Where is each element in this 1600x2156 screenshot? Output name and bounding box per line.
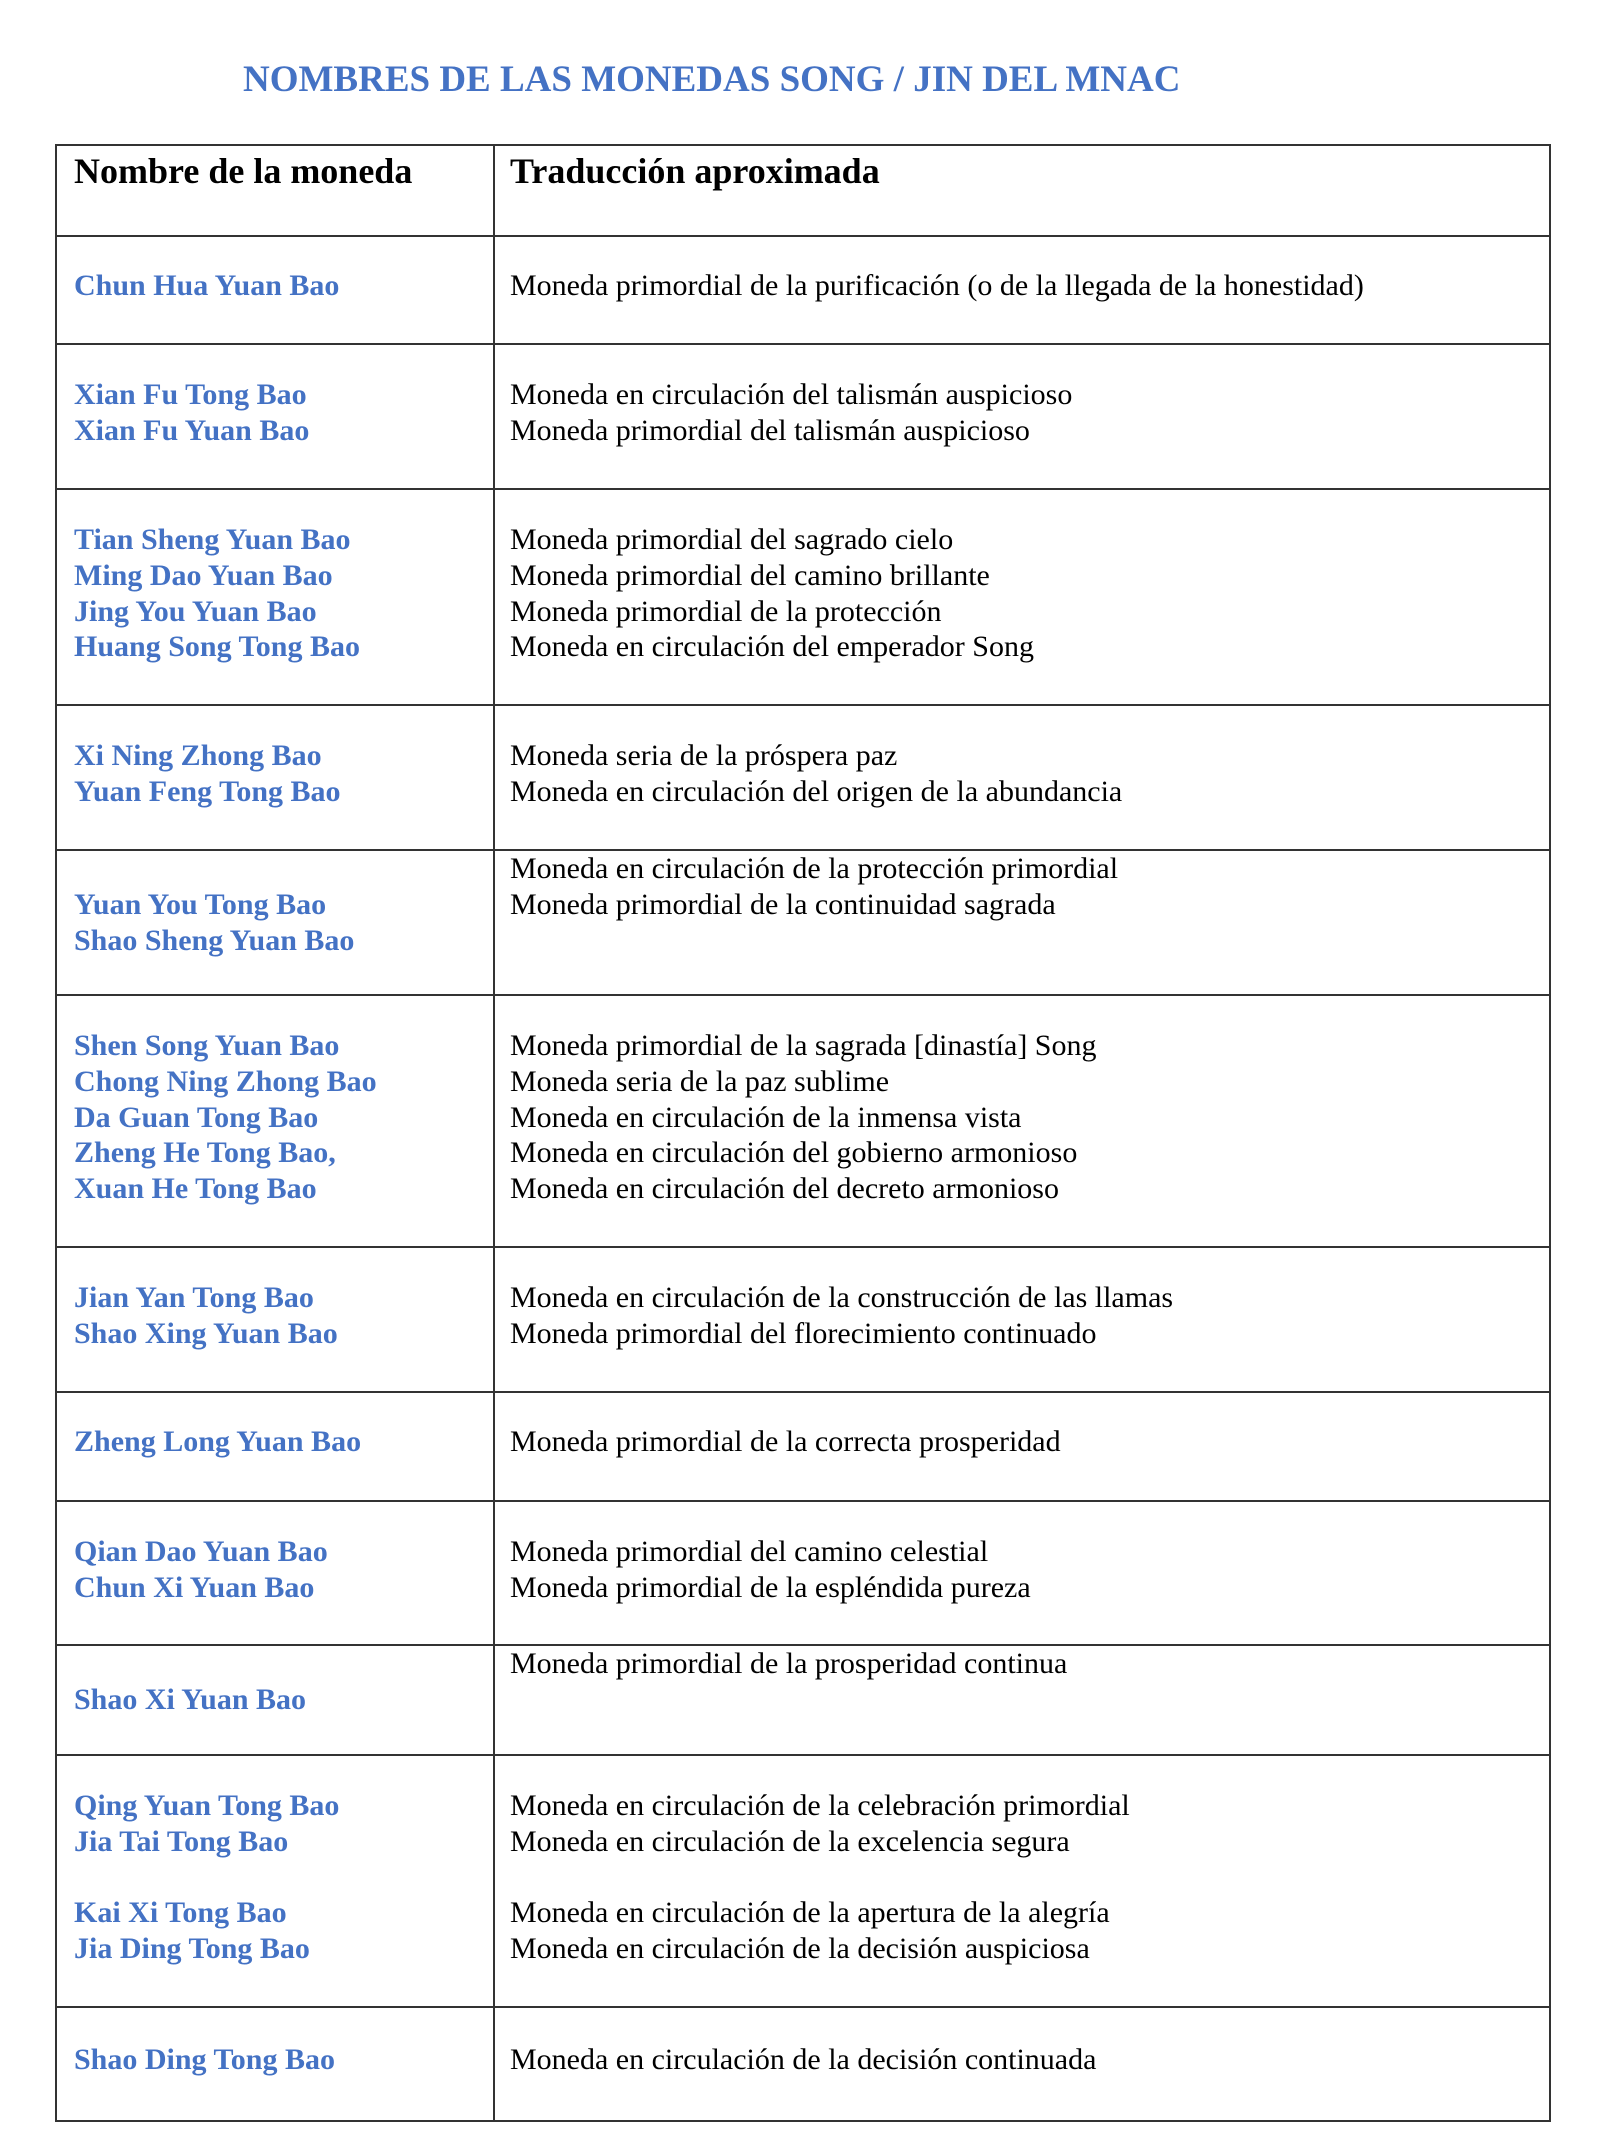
coin-name: Da Guan Tong Bao — [74, 1100, 319, 1134]
translation-text: Moneda en circulación del decreto armonioso — [510, 1172, 1059, 1206]
coin-name-list — [74, 1682, 306, 1718]
coin-name-list — [74, 522, 360, 665]
translation-list — [510, 522, 1034, 665]
column-header-name: Nombre de la moneda — [74, 151, 413, 191]
coin-name-cell — [74, 237, 484, 343]
translation-cell — [510, 706, 1539, 849]
translation-text: Moneda primordial de la purificación (o de la llegada de la honestidad) — [510, 269, 1364, 302]
coin-name: Kai Xi Tong Bao — [74, 1896, 287, 1930]
coin-name-cell — [74, 1393, 484, 1500]
coin-name: Xian Fu Tong Bao — [74, 378, 307, 411]
table-row — [57, 1500, 1549, 1644]
translation-text: Moneda en circulación de la celebración primordial — [510, 1789, 1130, 1822]
translation-text: Moneda en circulación del talismán auspicioso — [510, 378, 1073, 411]
translation-list — [510, 1280, 1173, 1352]
translation-text: Moneda primordial del sagrado cielo — [510, 523, 954, 556]
coin-name: Jia Tai Tong Bao — [74, 1824, 289, 1858]
table-row — [57, 704, 1549, 849]
table-row — [57, 2006, 1549, 2122]
coin-name: Zheng Long Yuan Bao — [74, 1425, 362, 1458]
coin-name: Huang Song Tong Bao — [74, 630, 360, 664]
translation-cell — [510, 1502, 1539, 1644]
translation-text: Moneda primordial de la sagrada [dinastía] Song — [510, 1029, 1097, 1062]
translation-text: Moneda primordial del talismán auspicioso — [510, 413, 1030, 447]
table-row — [57, 1644, 1549, 1754]
translation-list — [510, 2042, 1096, 2078]
translation-text: Moneda en circulación de la apertura de la alegría — [510, 1896, 1110, 1930]
table-row — [57, 235, 1549, 343]
translation-text: Moneda en circulación de la construcción de las llamas — [510, 1281, 1174, 1314]
translation-text: Moneda en circulación de la decisión auspiciosa — [510, 1932, 1090, 1966]
coin-name: Chun Hua Yuan Bao — [74, 269, 340, 302]
translation-cell — [510, 1756, 1539, 2006]
translation-text: Moneda primordial de la prosperidad continua — [510, 1647, 1068, 1680]
translation-text: Moneda en circulación de la excelencia segura — [510, 1824, 1070, 1858]
table-row — [57, 1246, 1549, 1391]
coin-name: Shao Sheng Yuan Bao — [74, 923, 355, 957]
coin-name-cell — [74, 1756, 484, 2006]
translation-text: Moneda seria de la paz sublime — [510, 1064, 890, 1098]
translation-text: Moneda en circulación de la decisión continuada — [510, 2043, 1097, 2076]
coin-name: Yuan You Tong Bao — [74, 888, 327, 921]
translation-list — [510, 268, 1364, 304]
translation-list — [510, 1534, 1031, 1606]
table-row — [57, 1754, 1549, 2006]
coin-name-cell — [74, 490, 484, 704]
translation-text: Moneda primordial de la correcta prosperidad — [510, 1425, 1061, 1458]
coin-name-list — [74, 377, 309, 449]
coin-name: Jing You Yuan Bao — [74, 594, 317, 628]
column-header-translation: Traducción aproximada — [510, 151, 880, 191]
translation-text: Moneda primordial del florecimiento continuado — [510, 1316, 1097, 1350]
coin-name-list — [74, 1788, 339, 1967]
translation-list — [510, 1424, 1061, 1460]
translation-cell — [510, 490, 1539, 704]
coin-name: Shao Ding Tong Bao — [74, 2043, 335, 2076]
translation-list — [510, 738, 1122, 810]
coin-name-list — [74, 1424, 361, 1460]
table-row — [57, 343, 1549, 488]
table-row — [57, 1391, 1549, 1500]
translation-list — [510, 1028, 1097, 1207]
translation-text: Moneda primordial de la continuidad sagrada — [510, 887, 1056, 921]
spacer — [510, 1860, 1130, 1896]
table-row — [57, 849, 1549, 994]
coin-name-cell — [74, 1248, 484, 1391]
translation-text: Moneda primordial del camino brillante — [510, 558, 990, 592]
coin-name-list — [74, 887, 354, 959]
coin-name: Chun Xi Yuan Bao — [74, 1570, 315, 1604]
translation-cell — [510, 345, 1539, 488]
document-title: NOMBRES DE LAS MONEDAS SONG / JIN DEL MNAC — [243, 59, 1181, 100]
translation-cell — [510, 237, 1539, 343]
translation-cell — [510, 851, 1539, 994]
coin-name: Jian Yan Tong Bao — [74, 1281, 314, 1314]
coin-name: Yuan Feng Tong Bao — [74, 774, 341, 808]
header-row — [57, 146, 1549, 235]
coin-name-list — [74, 738, 341, 810]
coin-name: Xuan He Tong Bao — [74, 1172, 317, 1206]
coin-name-cell — [74, 706, 484, 849]
coin-name: Qing Yuan Tong Bao — [74, 1789, 340, 1822]
header-cell-name — [74, 146, 484, 235]
coin-name: Chong Ning Zhong Bao — [74, 1064, 377, 1098]
coin-name-cell — [74, 2008, 484, 2122]
coin-name: Qian Dao Yuan Bao — [74, 1535, 328, 1568]
translation-text: Moneda primordial del camino celestial — [510, 1535, 989, 1568]
translation-list — [510, 1646, 1067, 1682]
translation-text: Moneda en circulación de la inmensa vista — [510, 1100, 1022, 1134]
coin-name: Shao Xing Yuan Bao — [74, 1316, 338, 1350]
coin-name: Shen Song Yuan Bao — [74, 1029, 340, 1062]
translation-text: Moneda primordial de la espléndida pureza — [510, 1570, 1031, 1604]
coin-name: Tian Sheng Yuan Bao — [74, 523, 351, 556]
coin-name-cell — [74, 1646, 484, 1754]
coin-name: Zheng He Tong Bao, — [74, 1136, 336, 1170]
coin-name: Jia Ding Tong Bao — [74, 1932, 310, 1966]
coin-name-list — [74, 1028, 377, 1207]
translation-text: Moneda en circulación del emperador Song — [510, 630, 1034, 664]
translation-text: Moneda en circulación del origen de la abundancia — [510, 774, 1123, 808]
coin-name-list — [74, 2042, 335, 2078]
coin-name-cell — [74, 345, 484, 488]
coin-name-cell — [74, 996, 484, 1246]
translation-text: Moneda seria de la próspera paz — [510, 739, 898, 772]
translation-cell — [510, 2008, 1539, 2122]
translation-text: Moneda primordial de la protección — [510, 594, 942, 628]
header-cell-translation — [510, 146, 1539, 235]
coin-name: Shao Xi Yuan Bao — [74, 1683, 307, 1716]
coin-name-list — [74, 1534, 328, 1606]
translation-cell — [510, 1646, 1539, 1754]
coin-name-list — [74, 268, 339, 304]
coin-name-cell — [74, 1502, 484, 1644]
table-row — [57, 994, 1549, 1246]
translation-text: Moneda en circulación de la protección primordial — [510, 852, 1119, 885]
spacer — [74, 1860, 339, 1896]
coins-table — [55, 144, 1551, 2122]
coin-name-list — [74, 1280, 338, 1352]
coin-name: Ming Dao Yuan Bao — [74, 558, 333, 592]
translation-text: Moneda en circulación del gobierno armonioso — [510, 1136, 1078, 1170]
coin-name: Xian Fu Yuan Bao — [74, 413, 310, 447]
coin-name: Xi Ning Zhong Bao — [74, 739, 322, 772]
translation-cell — [510, 1393, 1539, 1500]
coin-name-cell — [74, 851, 484, 994]
translation-cell — [510, 996, 1539, 1246]
translation-cell — [510, 1248, 1539, 1391]
translation-list — [510, 377, 1072, 449]
table-row — [57, 488, 1549, 704]
translation-list — [510, 851, 1118, 923]
translation-list — [510, 1788, 1130, 1967]
